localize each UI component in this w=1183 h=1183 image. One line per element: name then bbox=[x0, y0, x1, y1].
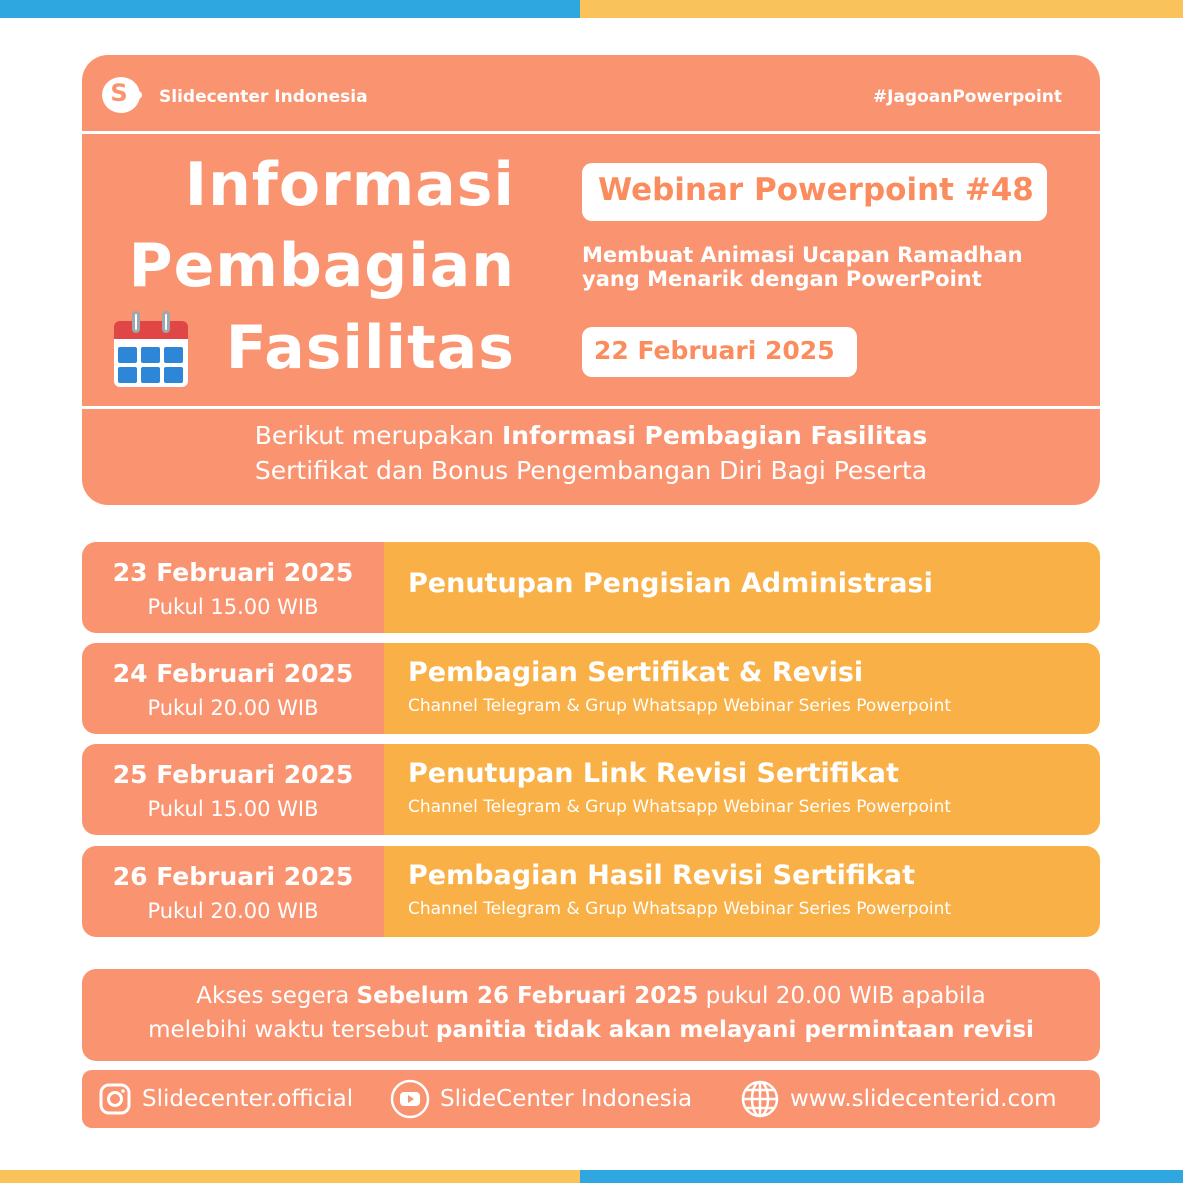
webinar-subtitle-1: Membuat Animasi Ucapan Ramadhan bbox=[582, 243, 1023, 267]
schedule-row bbox=[82, 744, 1100, 835]
webinar-label: Webinar Powerpoint #48 bbox=[582, 163, 1047, 221]
website-url: www.slidecenterid.com bbox=[790, 1086, 1057, 1112]
schedule-date: 24 Februari 2025 bbox=[112, 659, 354, 688]
instagram-link[interactable] bbox=[98, 1070, 353, 1128]
header-card bbox=[82, 55, 1100, 505]
youtube-link[interactable] bbox=[390, 1070, 692, 1128]
schedule-time: Pukul 15.00 WIB bbox=[147, 797, 319, 821]
notice-bold: panitia tidak akan melayani permintaan revisi bbox=[435, 1017, 1034, 1043]
notice-text: Akses segera bbox=[196, 983, 357, 1009]
schedule-detail: Channel Telegram & Grup Whatsapp Webinar Series Powerpoint bbox=[408, 899, 952, 919]
schedule-row bbox=[82, 542, 1100, 633]
schedule-date: 26 Februari 2025 bbox=[112, 862, 354, 891]
intro-text: Berikut merupakan bbox=[254, 421, 502, 450]
instagram-handle: Slidecenter.official bbox=[142, 1086, 354, 1112]
notice-text: pukul 20.00 WIB apabila bbox=[698, 983, 986, 1009]
globe-icon bbox=[740, 1079, 780, 1119]
top-accent-bar-yellow bbox=[580, 0, 1183, 18]
intro-line-2: Sertifikat dan Bonus Pengembangan Diri Bagi Peserta bbox=[254, 456, 928, 485]
schedule-info-cell bbox=[384, 643, 1100, 734]
divider bbox=[82, 131, 1100, 134]
logo-letter: S bbox=[110, 79, 128, 107]
bottom-accent-bar-yellow bbox=[0, 1170, 580, 1183]
schedule-title: Pembagian Sertifikat & Revisi bbox=[408, 657, 864, 688]
instagram-icon bbox=[98, 1082, 132, 1116]
youtube-icon bbox=[390, 1079, 430, 1119]
schedule-date-cell bbox=[82, 744, 384, 835]
notice-bold: Sebelum 26 Februari 2025 bbox=[356, 983, 699, 1009]
website-link[interactable] bbox=[740, 1070, 1057, 1128]
footer-contacts bbox=[82, 1070, 1100, 1128]
schedule-title: Pembagian Hasil Revisi Sertifikat bbox=[408, 860, 916, 891]
brand-name: Slidecenter Indonesia bbox=[159, 87, 368, 107]
notice-line-2 bbox=[82, 1017, 1100, 1043]
webinar-subtitle-2: yang Menarik dengan PowerPoint bbox=[582, 267, 982, 291]
calendar-icon bbox=[112, 311, 190, 389]
top-accent-bar-blue bbox=[0, 0, 580, 18]
notice-line-1 bbox=[82, 983, 1100, 1009]
schedule-time: Pukul 15.00 WIB bbox=[147, 595, 319, 619]
schedule-title: Penutupan Link Revisi Sertifikat bbox=[408, 758, 899, 789]
schedule-date: 25 Februari 2025 bbox=[112, 760, 354, 789]
notice-text: melebihi waktu tersebut bbox=[148, 1017, 436, 1043]
header-brand-bar bbox=[82, 55, 1100, 131]
schedule-date-cell bbox=[82, 542, 384, 633]
schedule-date-cell bbox=[82, 846, 384, 937]
youtube-channel: SlideCenter Indonesia bbox=[440, 1086, 693, 1112]
slidecenter-logo-icon bbox=[102, 77, 140, 113]
schedule-row bbox=[82, 643, 1100, 734]
schedule-info-cell bbox=[384, 542, 1100, 633]
intro-line-1 bbox=[82, 421, 1100, 450]
schedule-detail: Channel Telegram & Grup Whatsapp Webinar Series Powerpoint bbox=[408, 797, 952, 817]
schedule-detail: Channel Telegram & Grup Whatsapp Webinar Series Powerpoint bbox=[408, 696, 952, 716]
webinar-date: 22 Februari 2025 bbox=[582, 327, 857, 377]
schedule-time: Pukul 20.00 WIB bbox=[147, 696, 319, 720]
divider bbox=[82, 406, 1100, 409]
schedule-info-cell bbox=[384, 846, 1100, 937]
title-line-3: Fasilitas bbox=[225, 313, 515, 383]
title-line-2: Pembagian bbox=[128, 231, 515, 301]
schedule-date-cell bbox=[82, 643, 384, 734]
schedule-title: Penutupan Pengisian Administrasi bbox=[408, 568, 933, 599]
title-line-1: Informasi bbox=[184, 150, 515, 220]
schedule-time: Pukul 20.00 WIB bbox=[147, 899, 319, 923]
schedule-info-cell bbox=[384, 744, 1100, 835]
intro-bold: Informasi Pembagian Fasilitas bbox=[502, 421, 928, 450]
schedule-row bbox=[82, 846, 1100, 937]
hashtag: #JagoanPowerpoint bbox=[872, 87, 1062, 107]
bottom-accent-bar-blue bbox=[580, 1170, 1183, 1183]
schedule-date: 23 Februari 2025 bbox=[112, 558, 354, 587]
notice-box bbox=[82, 969, 1100, 1061]
